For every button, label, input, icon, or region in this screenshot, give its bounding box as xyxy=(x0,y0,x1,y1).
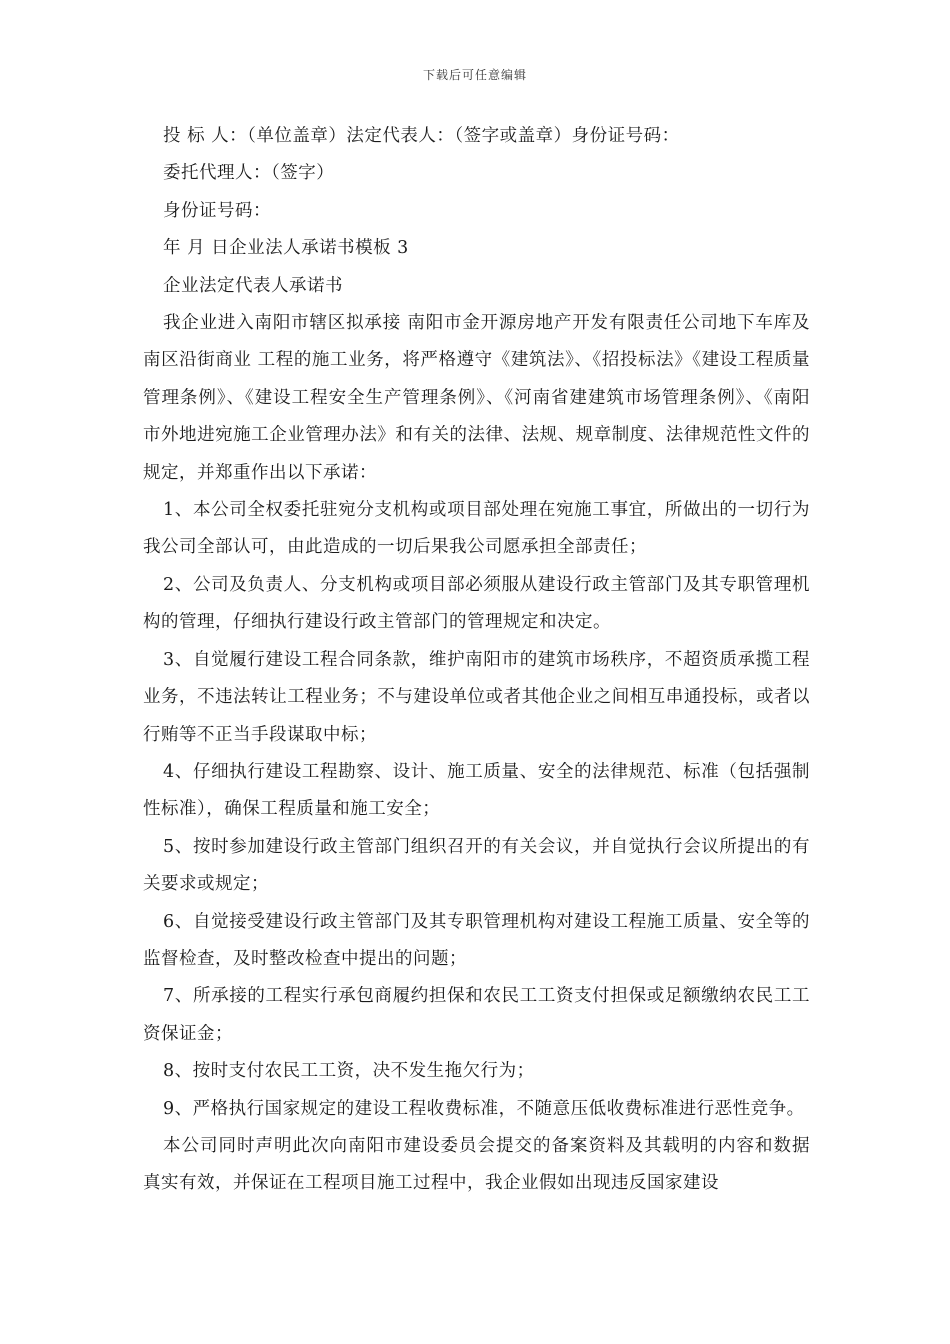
date-template-title-line: 年 月 日企业法人承诺书模板 3 xyxy=(163,238,409,259)
commitment-item-3: 3、自觉履行建设工程合同条款，维护南阳市的建筑市场秩序，不超资质承揽工程业务，不违法转让工程业务；不与建设单位或者其他企业之间相互串通投标，或者以行贿等不正当手段谋取中标； xyxy=(143,649,810,745)
bidder-signature-line: 投 标 人：（单位盖章）法定代表人：（签字或盖章）身份证号码： xyxy=(163,126,680,146)
commitment-item-1: 1、本公司全权委托驻宛分支机构或项目部处理在宛施工事宜，所做出的一切行为我公司全部认可，由此造成的一切后果我公司愿承担全部责任； xyxy=(143,500,810,558)
commitment-item-7: 7、所承接的工程实行承包商履约担保和农民工工资支付担保或足额缴纳农民工工资保证金； xyxy=(143,986,810,1044)
commitment-item-5: 5、按时参加建设行政主管部门组织召开的有关会议，并自觉执行会议所提出的有关要求或规定； xyxy=(143,836,810,895)
commitment-item-9: 9、严格执行国家规定的建设工程收费标准，不随意压低收费标准进行恶性竞争。 xyxy=(163,1098,805,1119)
intro-paragraph: 我企业进入南阳市辖区拟承接 南阳市金开源房地产开发有限责任公司地下车库及南区沿街商业 工程的施工业务，将严格遵守《建筑法》、《招投标法》《建设工程质量管理条例》、《建设工程安全生产管理条例》、《河南省建建筑市场管理条例》、《南阳市外地进宛施工企业管理办法》和有关的法律、法规、规章制度、法律规范性文件的规定，并郑重作出以下承诺： xyxy=(143,313,810,483)
closing-paragraph: 本公司同时声明此次向南阳市建设委员会提交的备案资料及其载明的内容和数据真实有效，并保证在工程项目施工过程中，我企业假如出现违反国家建设 xyxy=(143,1135,810,1194)
commitment-item-2: 2、公司及负责人、分支机构或项目部必须服从建设行政主管部门及其专职管理机构的管理，仔细执行建设行政主管部门的管理规定和决定。 xyxy=(143,574,810,633)
page-header-watermark: 下载后可任意编辑 xyxy=(422,68,527,82)
document-body xyxy=(143,118,810,1203)
commitment-item-4: 4、仔细执行建设工程勘察、设计、施工质量、安全的法律规范、标准（包括强制性标准），确保工程质量和施工安全； xyxy=(143,761,810,820)
id-number-line: 身份证号码： xyxy=(163,200,271,221)
commitment-item-6: 6、自觉接受建设行政主管部门及其专职管理机构对建设工程施工质量、安全等的监督检查，及时整改检查中提出的问题； xyxy=(143,911,810,969)
commitment-item-8: 8、按时支付农民工工资，决不发生拖欠行为； xyxy=(163,1061,535,1082)
document-title: 企业法定代表人承诺书 xyxy=(163,275,343,296)
agent-signature-line: 委托代理人：（签字） xyxy=(163,163,335,184)
